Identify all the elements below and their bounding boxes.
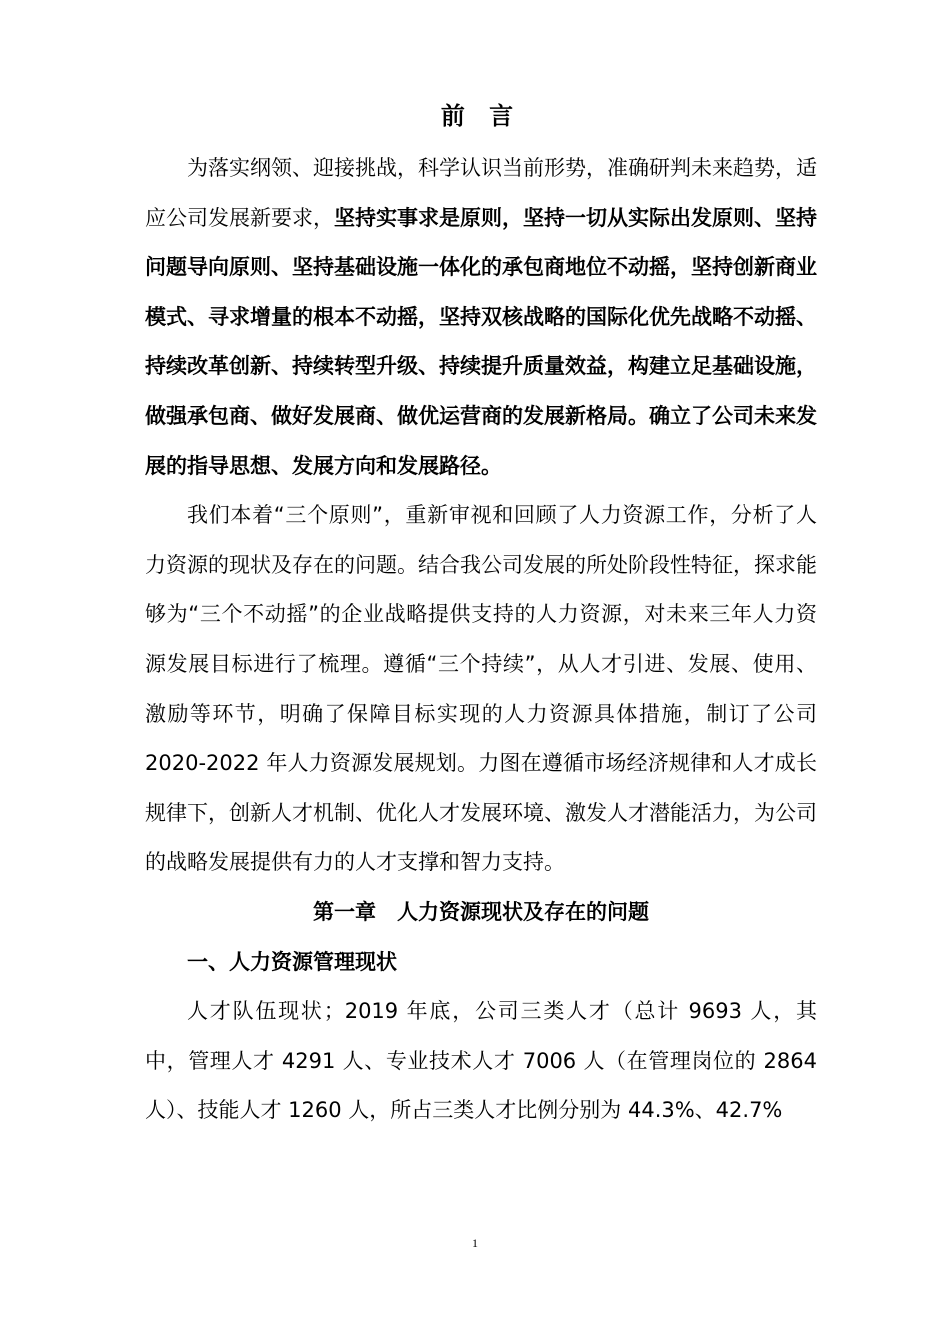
preface-title: 前 言 [440,102,522,130]
preface-paragraph-1-bold: 坚持实事求是原则，坚持一切从实际出发原则、坚持问题导向原则、坚持基础设施一体化的承包商地位不动摇，坚持创新商业模式、寻求增量的根本不动摇，坚持双核战略的国际化优先战略不动摇、持续改革创新、持续转型升级、持续提升质量效益，构建立足基础设施，做强承包商、做好发展商、做优运营商的发展新格局。确立了公司未来发展的指导思想、发展方向和发展路径。 [145,205,817,478]
section-heading: 一、人力资源管理现状 [187,949,397,974]
preface-paragraph-1-intro: 为落实纲领、迎接挑战，科学认识当前形势，准确研判未来趋势，适应公司发展新要求， [145,156,817,230]
preface-paragraph-1 [145,144,817,491]
page-number: 1 [472,1236,478,1250]
preface-paragraph-2: 我们本着“三个原则”，重新审视和回顾了人力资源工作，分析了人力资源的现状及存在的问题。结合我公司发展的所处阶段性特征，探求能够为“三个不动摇”的企业战略提供支持的人力资源，对未来三年人力资源发展目标进行了梳理。遵循“三个持续”，从人才引进、发展、使用、激励等环节，明确了保障目标实现的人力资源具体措施，制订了公司 2020-2022 年人力资源发展规划。力图在遵循市场经济规律和人才成长规律下，创新人才机制、优化人才发展环境、激发人才潜能活力，为公司的战略发展提供有力的人才支撑和智力支持。 [145,503,817,875]
chapter-paragraph-1: 人才队伍现状；2019 年底，公司三类人才（总计 9693 人，其中，管理人才 4291 人、专业技术人才 7006 人（在管理岗位的 2864 人）、技能人才 1260 人，所占三类人才比例分别为 44.3%、42.7% [145,999,817,1123]
page-body [145,92,817,1136]
chapter-heading: 第一章 人力资源现状及存在的问题 [313,899,649,924]
